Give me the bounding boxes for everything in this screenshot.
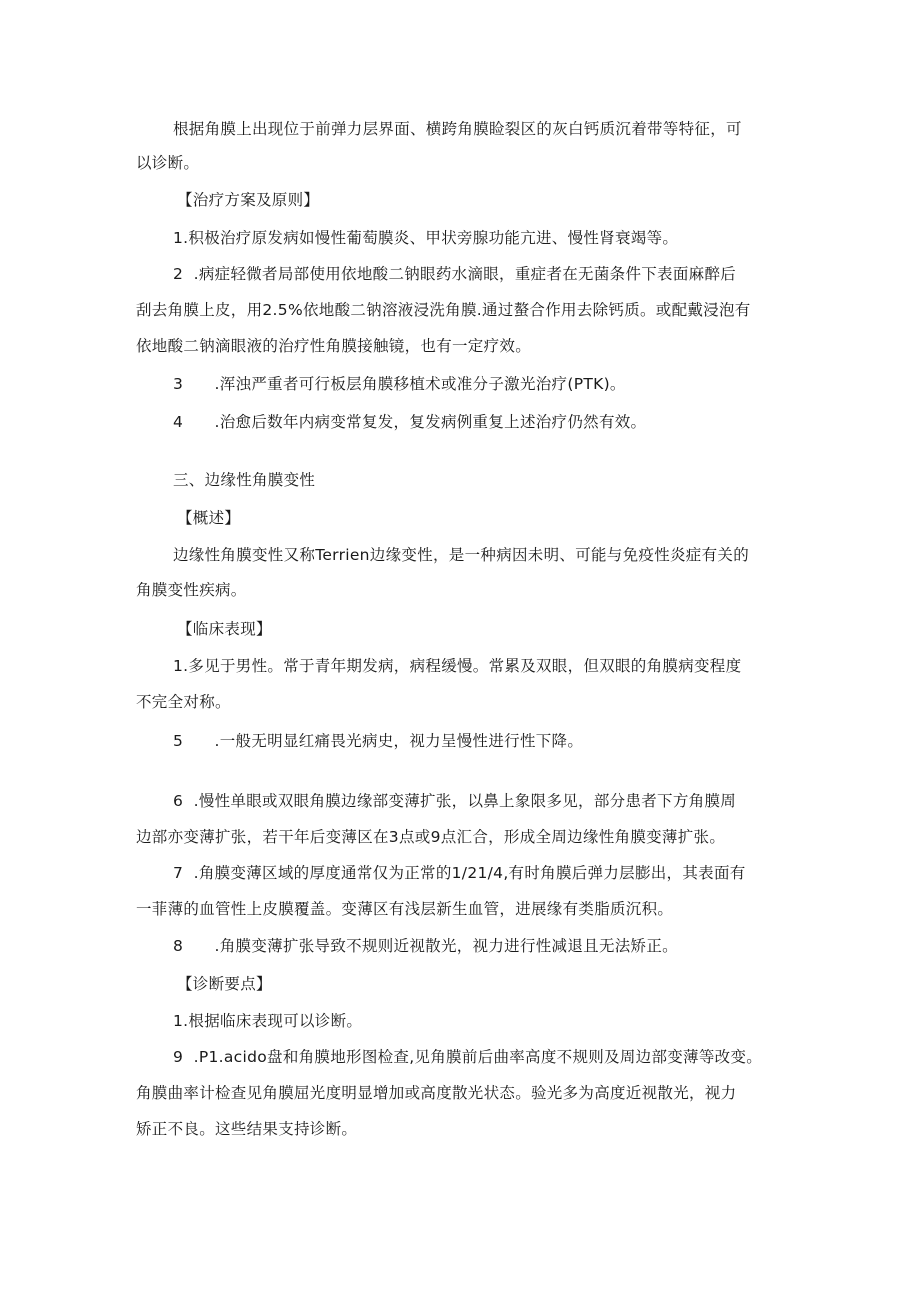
paragraph-line: 不完全对称。: [136, 693, 231, 711]
list-item: 7 .角膜变薄区域的厚度通常仅为正常的1/21/4,有时角膜后弹力层膨出，其表面有: [173, 864, 746, 882]
paragraph-line: 以诊断。: [136, 154, 200, 172]
paragraph-line: 刮去角膜上皮，用2.5%依地酸二钠溶液浸洗角膜.通过螯合作用去除钙质。或配戴浸泡有: [136, 301, 751, 319]
paragraph-line: 边缘性角膜变性又称Terrien边缘变性，是一种病因未明、可能与免疫性炎症有关的: [173, 546, 750, 564]
paragraph-line: 矫正不良。这些结果支持诊断。: [136, 1120, 358, 1138]
paragraph-line: 根据角膜上出现位于前弹力层界面、横跨角膜睑裂区的灰白钙质沉着带等特征，可: [173, 120, 742, 138]
list-item: 5 .一般无明显红痛畏光病史，视力呈慢性进行性下降。: [173, 732, 584, 750]
chapter-heading: 三、边缘性角膜变性: [173, 471, 316, 489]
list-item: 1.多见于男性。常于青年期发病，病程缓慢。常累及双眼，但双眼的角膜病变程度: [173, 657, 742, 675]
list-item: 3 .浑浊严重者可行板层角膜移植术或准分子激光治疗(PTK)。: [173, 375, 626, 393]
list-item: 1.根据临床表现可以诊断。: [173, 1012, 363, 1030]
list-item: 8 .角膜变薄扩张导致不规则近视散光，视力进行性减退且无法矫正。: [173, 937, 678, 955]
paragraph-line: 角膜变性疾病。: [136, 581, 247, 599]
list-item: 1.积极治疗原发病如慢性葡萄膜炎、甲状旁腺功能亢进、慢性肾衰竭等。: [173, 229, 679, 247]
paragraph-line: 依地酸二钠滴眼液的治疗性角膜接触镜，也有一定疗效。: [136, 337, 532, 355]
section-heading: 【临床表现】: [177, 620, 272, 638]
section-heading: 【概述】: [177, 509, 241, 527]
paragraph-line: 边部亦变薄扩张，若干年后变薄区在3点或9点汇合，形成全周边缘性角膜变薄扩张。: [136, 828, 726, 846]
list-item: 9 .P1.acido盘和角膜地形图检查,见角膜前后曲率高度不规则及周边部变薄等改变。: [173, 1048, 763, 1066]
section-heading: 【治疗方案及原则】: [177, 191, 320, 209]
section-heading: 【诊断要点】: [177, 975, 272, 993]
list-item: 4 .治愈后数年内病变常复发，复发病例重复上述治疗仍然有效。: [173, 413, 647, 431]
paragraph-line: 一菲薄的血管性上皮膜覆盖。变薄区有浅层新生血管，进展缘有类脂质沉积。: [136, 900, 674, 918]
list-item: 2 .病症轻微者局部使用依地酸二钠眼药水滴眼，重症者在无菌条件下表面麻醉后: [173, 265, 737, 283]
paragraph-line: 角膜曲率计检查见角膜屈光度明显增加或高度散光状态。验光多为高度近视散光，视力: [136, 1084, 737, 1102]
list-item: 6 .慢性单眼或双眼角膜边缘部变薄扩张，以鼻上象限多见，部分患者下方角膜周: [173, 792, 737, 810]
